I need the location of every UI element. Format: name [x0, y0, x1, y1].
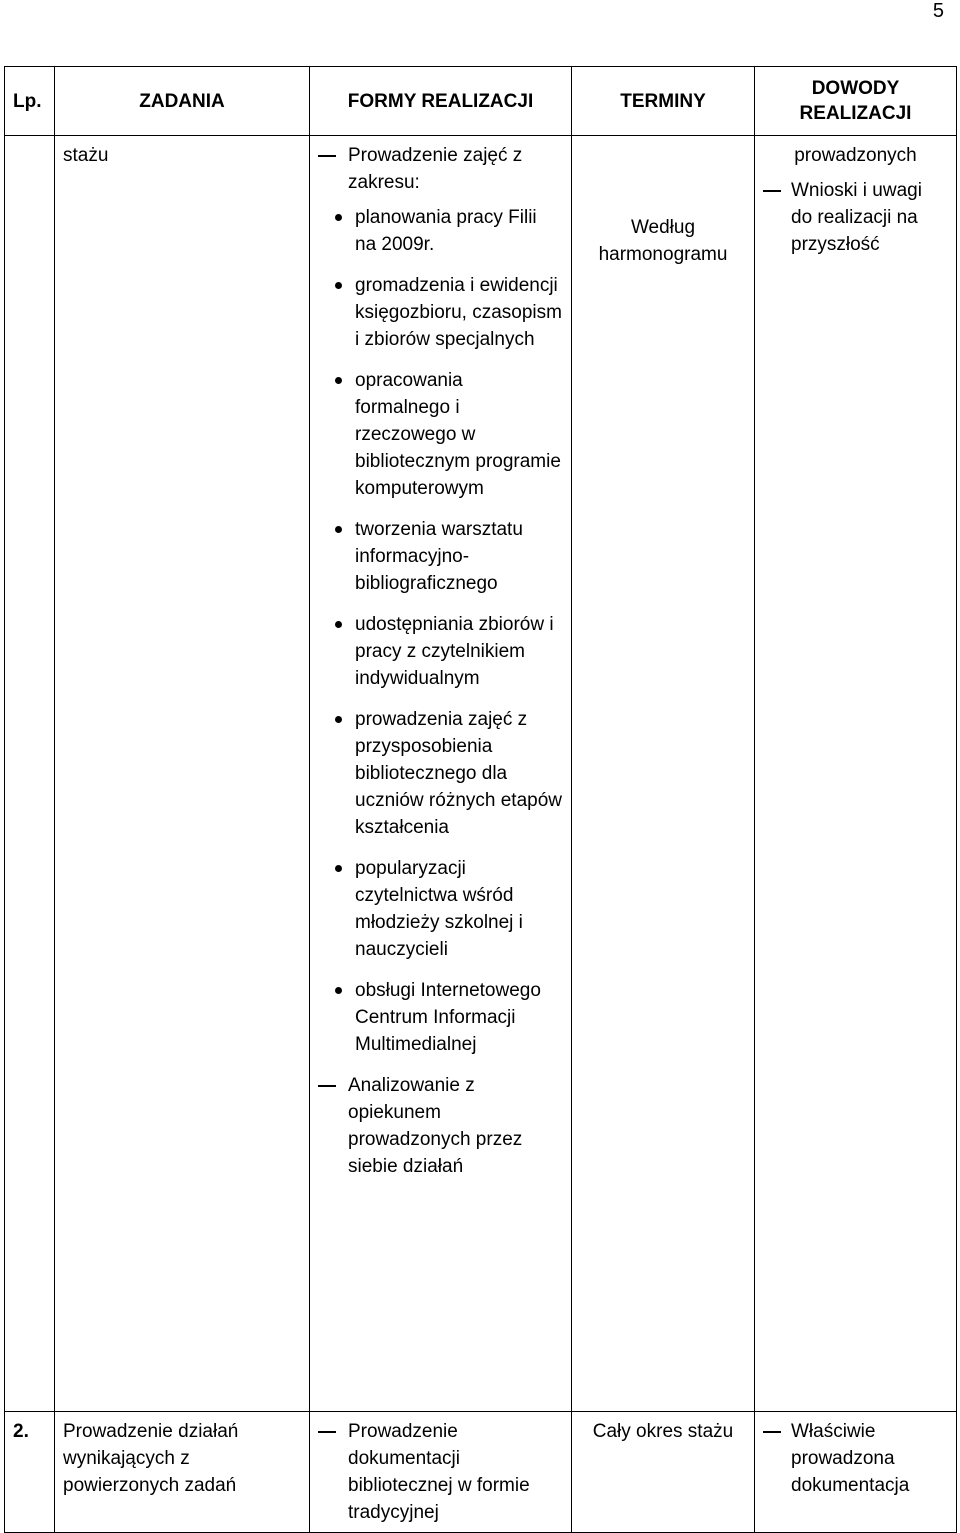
dash-icon	[763, 190, 781, 192]
row-1-dowody	[755, 136, 957, 1412]
dash-icon	[318, 1431, 336, 1433]
list-item: obsługi Internetowego Centrum Informacji Multimedialnej	[318, 977, 563, 1058]
header-terminy: TERMINY	[572, 67, 755, 136]
dash-icon	[763, 1431, 781, 1433]
formy-intro-item	[318, 142, 563, 196]
row-1-lp	[5, 136, 55, 1412]
header-formy: FORMY REALIZACJI	[310, 67, 572, 136]
table-row	[5, 136, 957, 1412]
row-2-terminy: Cały okres stażu	[572, 1412, 755, 1533]
row-2-dowody	[755, 1412, 957, 1533]
row-2-zadanie: Prowadzenie działań wynikających z powierzonych zadań	[55, 1412, 310, 1533]
dowody-item	[763, 1418, 948, 1499]
formy-item	[318, 1418, 563, 1526]
list-item: gromadzenia i ewidencji księgozbioru, czasopism i zbiorów specjalnych	[318, 272, 563, 353]
row-1-formy	[310, 136, 572, 1412]
list-item: prowadzenia zajęć z przysposobienia bibliotecznego dla uczniów różnych etapów kształcenia	[318, 706, 563, 841]
table-header-row	[5, 67, 957, 136]
plan-table	[4, 66, 957, 1533]
formy-item-text: Prowadzenie dokumentacji bibliotecznej w formie tradycyjnej	[348, 1421, 530, 1523]
dash-icon	[318, 155, 336, 157]
dowody-item-text: Wnioski i uwagi do realizacji na przyszłość	[791, 180, 922, 255]
formy-outro-text: Analizowanie z opiekunem prowadzonych przez siebie działań	[348, 1075, 523, 1177]
row-2-formy	[310, 1412, 572, 1533]
dowody-top-text: prowadzonych	[794, 145, 917, 166]
formy-bullet-list	[318, 204, 563, 1058]
dowody-item-text: Właściwie prowadzona dokumentacja	[791, 1421, 910, 1496]
header-lp: Lp.	[5, 67, 55, 136]
dowody-item	[763, 177, 948, 258]
list-item: opracowania formalnego i rzeczowego w bibliotecznym programie komputerowym	[318, 367, 563, 502]
table-row	[5, 1412, 957, 1533]
header-dowody: DOWODY REALIZACJI	[755, 67, 957, 136]
page-number: 5	[932, 0, 944, 22]
row-1-terminy: Według harmonogramu	[572, 136, 755, 1412]
list-item: popularyzacji czytelnictwa wśród młodzieży szkolnej i nauczycieli	[318, 855, 563, 963]
dash-icon	[318, 1085, 336, 1087]
header-zadania: ZADANIA	[55, 67, 310, 136]
list-item: tworzenia warsztatu informacyjno-bibliograficznego	[318, 516, 563, 597]
row-1-zadanie: stażu	[55, 136, 310, 1412]
list-item: udostępniania zbiorów i pracy z czytelnikiem indywidualnym	[318, 611, 563, 692]
formy-outro-item	[318, 1072, 563, 1180]
list-item: planowania pracy Filii na 2009r.	[318, 204, 563, 258]
formy-intro-text: Prowadzenie zajęć z zakresu:	[348, 145, 523, 193]
row-2-lp: 2.	[5, 1412, 55, 1533]
